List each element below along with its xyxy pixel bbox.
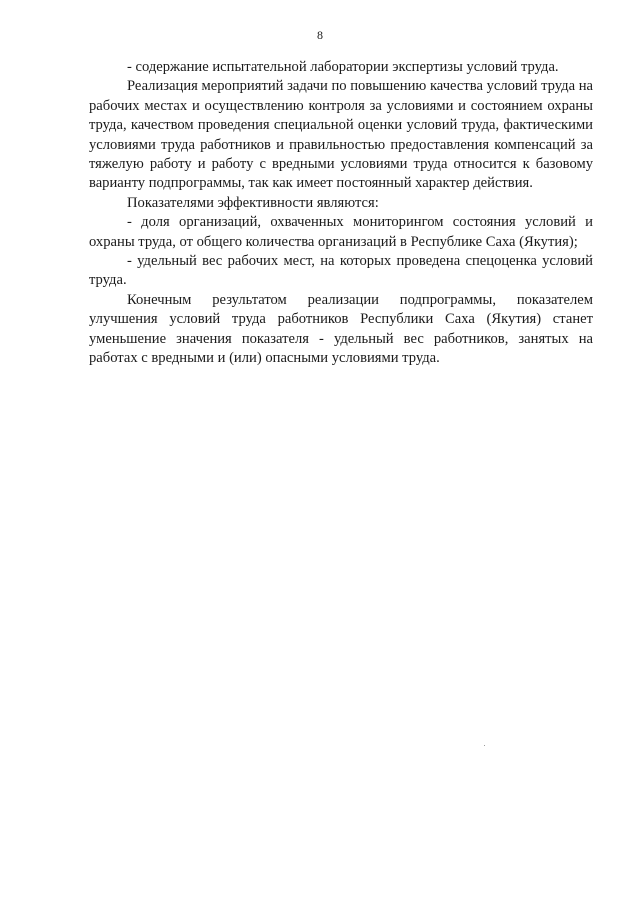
paragraph-indicator-workplaces: - удельный вес рабочих мест, на которых проведена спецоценка условий труда. xyxy=(89,253,593,289)
document-body xyxy=(89,58,593,369)
paragraph-laboratory: - содержание испытательной лаборатории экспертизы условий труда. xyxy=(127,59,559,75)
paragraph-implementation: Реализация мероприятий задачи по повышению качества условий труда на рабочих местах и осуществлению контроля за условиями и состоянием охраны труда, качеством проведения специальной оценки условий труда, фактическими условиями труда работников и правильностью предоставления компенсаций за тяжелую работу и работу с вредными условиями труда относится к базовому варианту подпрограммы, так как имеет постоянный характер действия. xyxy=(89,78,593,192)
paragraph-final-result: Конечным результатом реализации подпрограммы, показателем улучшения условий труда работников Республики Саха (Якутия) станет уменьшение значения показателя - удельный вес работников, занятых на работах с вредными и (или) опасными условиями труда. xyxy=(89,291,593,367)
page-number: 8 xyxy=(317,28,323,42)
scan-speck xyxy=(484,745,485,746)
paragraph-indicator-monitoring: - доля организаций, охваченных мониторингом состояния условий и охраны труда, от общего количества организаций в Республике Саха (Якутия); xyxy=(89,214,593,250)
paragraph-indicators-heading: Показателями эффективности являются: xyxy=(127,194,379,211)
